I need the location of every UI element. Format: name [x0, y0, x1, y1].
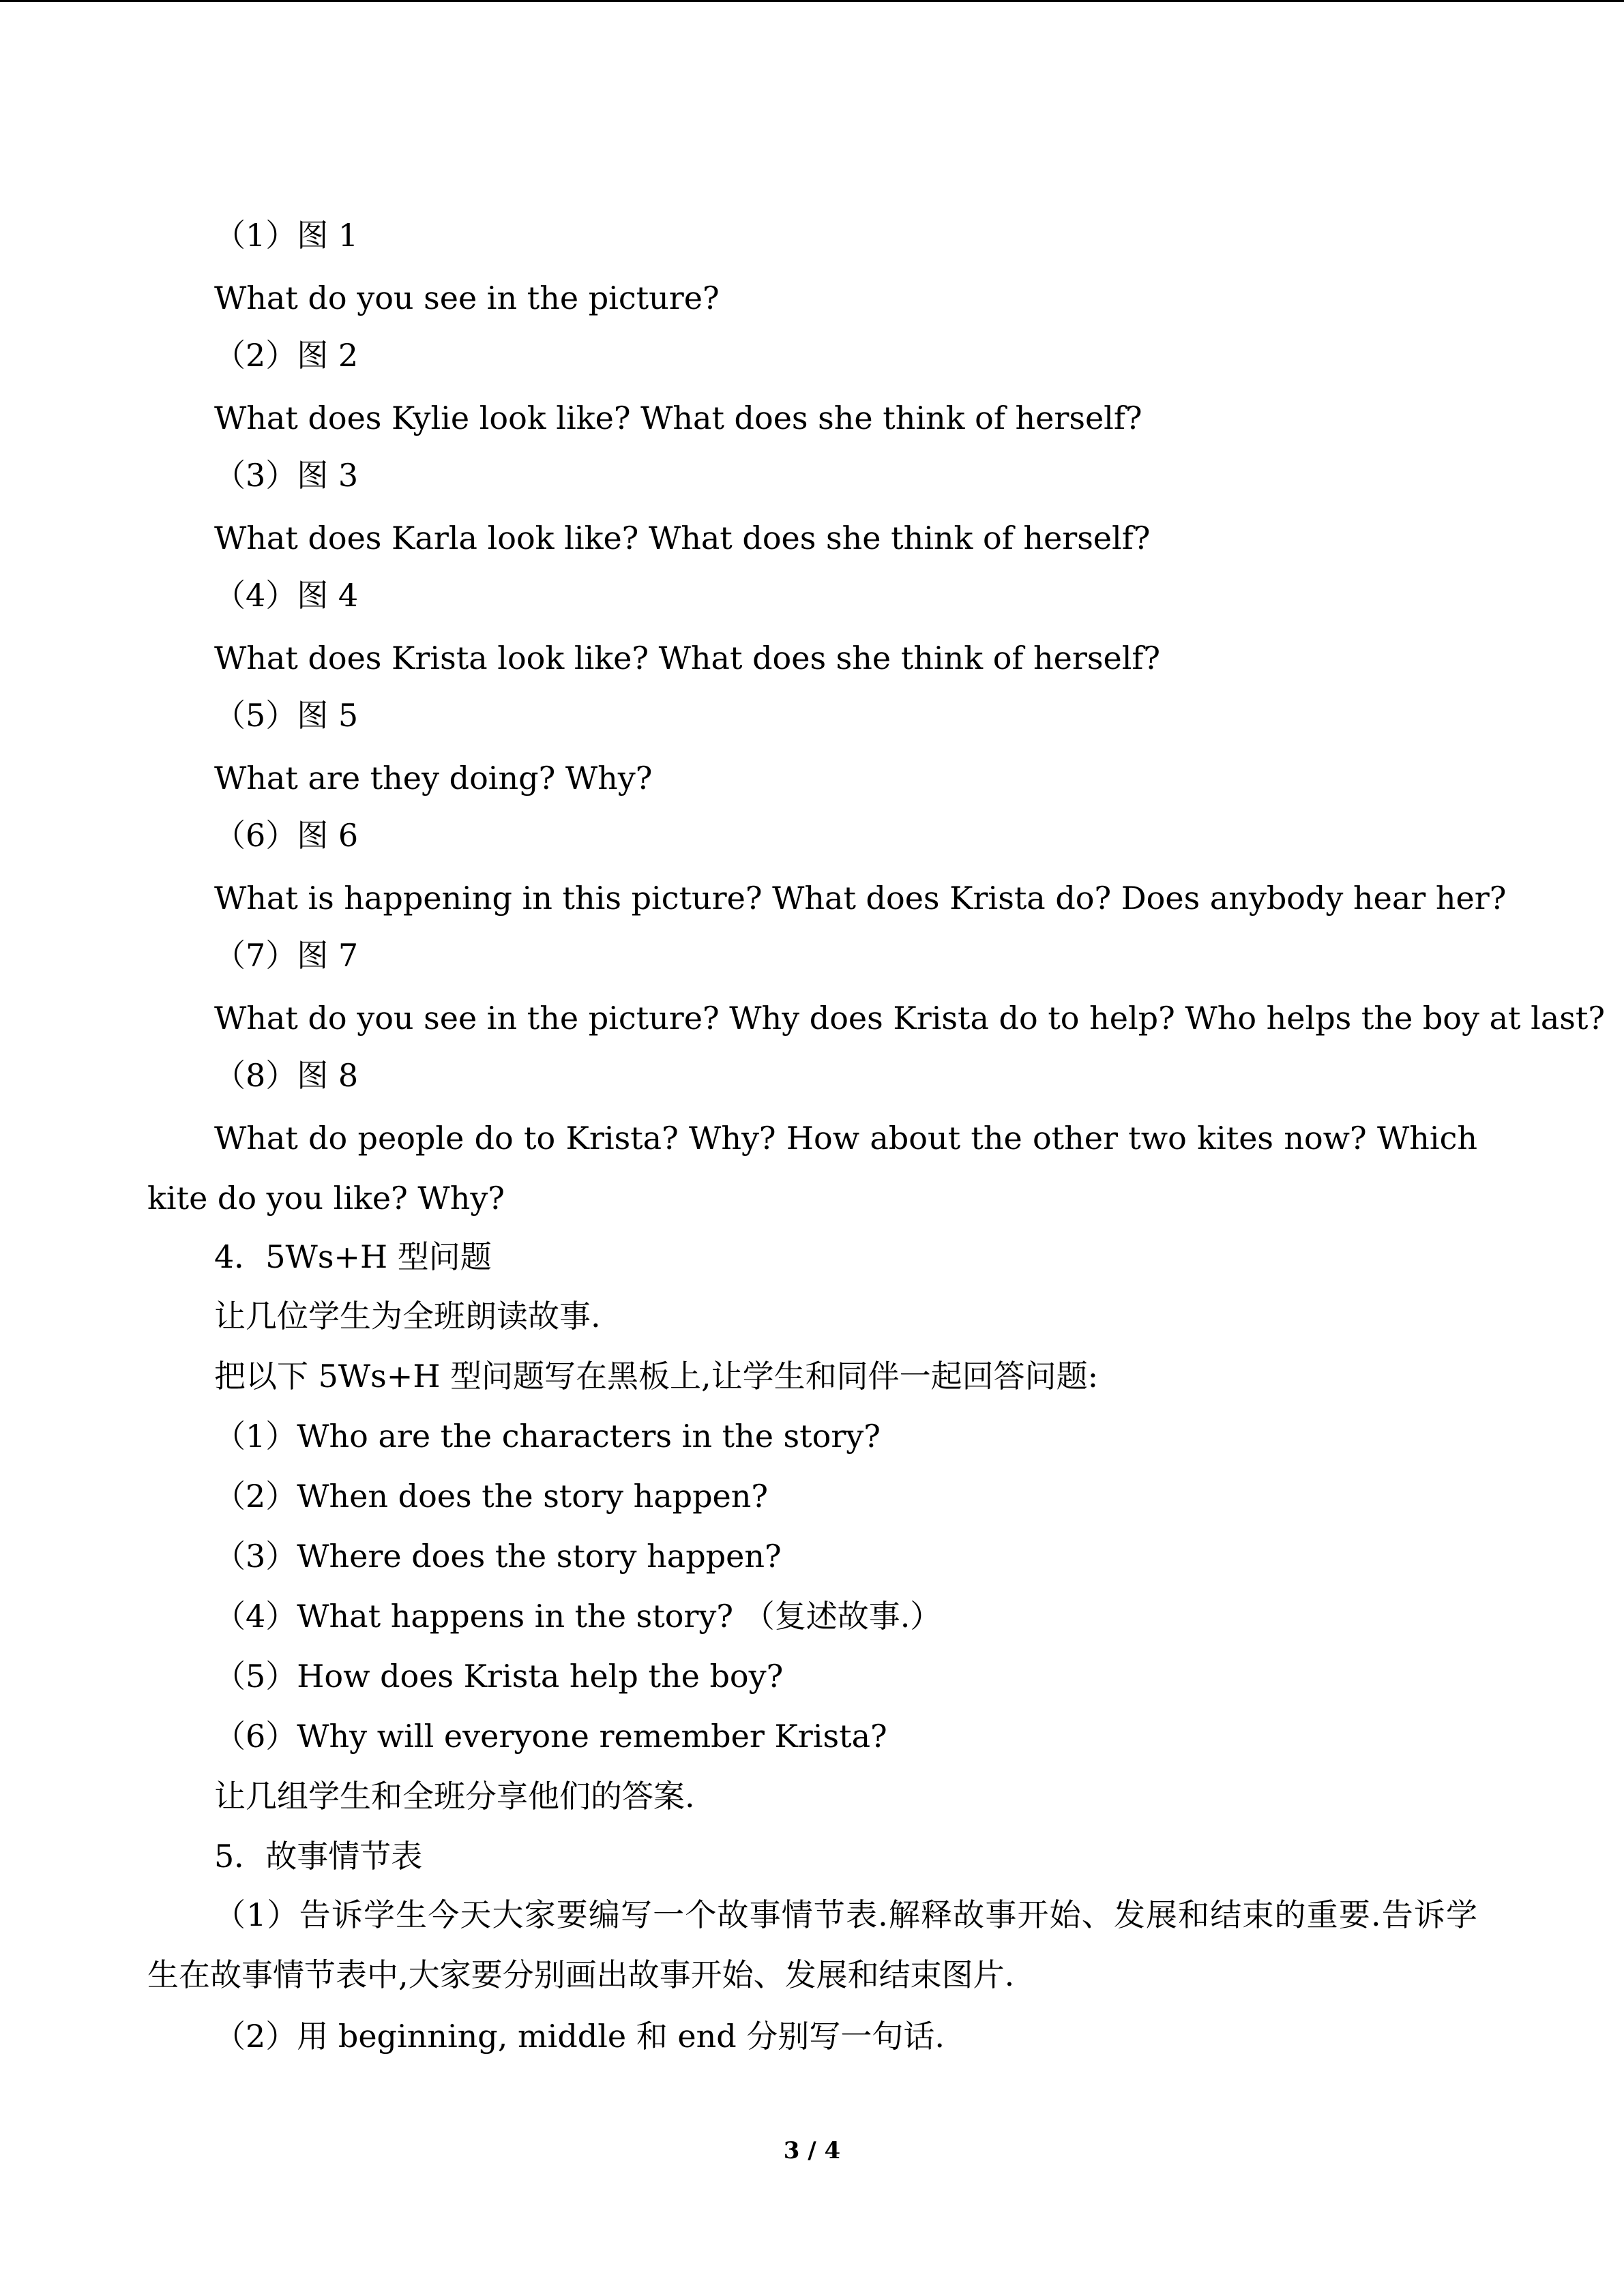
figure-label-7: （7）图 7 [214, 937, 359, 974]
question-item-5: （5）How does Krista help the boy? [214, 1658, 784, 1695]
figure-label-5: （5）图 5 [214, 697, 359, 734]
figure-label-1: （1）图 1 [214, 217, 359, 254]
section-5-paragraph-2: （2）用 beginning, middle 和 end 分别写一句话. [214, 2018, 945, 2055]
section-4-intro: 让几位学生为全班朗读故事. [214, 1298, 601, 1335]
question-item-6: （6）Why will everyone remember Krista? [214, 1718, 887, 1755]
question-line: What does Krista look like? What does she think of herself? [214, 640, 1161, 676]
question-line: What do you see in the picture? Why does Krista do to help? Who helps the boy at last? [214, 1000, 1606, 1037]
question-line: What is happening in this picture? What does Krista do? Does anybody hear her? [214, 880, 1507, 916]
section-4-outro: 让几组学生和全班分享他们的答案. [214, 1778, 695, 1815]
section-5-heading: 5．故事情节表 [214, 1838, 423, 1875]
top-border [0, 0, 1624, 2]
figure-label-2: （2）图 2 [214, 337, 359, 374]
section-4-instruction: 把以下 5Ws+H 型问题写在黑板上,让学生和同伴一起回答问题: [214, 1358, 1099, 1395]
question-item-4: （4）What happens in the story? （复述故事.） [214, 1598, 942, 1635]
figure-label-3: （3）图 3 [214, 457, 359, 494]
section-5-paragraph-1: （1）告诉学生今天大家要编写一个故事情节表.解释故事开始、发展和结束的重要.告诉学生在故事情节表中,大家要分别画出故事开始、发展和结束图片. [147, 1896, 1477, 1993]
section-4-heading: 4．5Ws+H 型问题 [214, 1238, 492, 1275]
question-item-1: （1）Who are the characters in the story? [214, 1418, 881, 1455]
question-paragraph-8: What do people do to Krista? Why? How about the other two kites now? Which kite do you like? Why? [147, 1120, 1477, 1217]
figure-label-6: （6）图 6 [214, 817, 359, 854]
page-number: 3 / 4 [783, 2137, 841, 2164]
figure-label-4: （4）图 4 [214, 577, 359, 614]
question-line: What are they doing? Why? [214, 760, 653, 796]
question-item-2: （2）When does the story happen? [214, 1478, 769, 1515]
figure-label-8: （8）图 8 [214, 1057, 359, 1094]
question-item-3: （3）Where does the story happen? [214, 1538, 782, 1575]
question-line: What do you see in the picture? [214, 280, 720, 316]
question-line: What does Karla look like? What does she think of herself? [214, 520, 1151, 556]
question-line: What does Kylie look like? What does she think of herself? [214, 400, 1142, 436]
